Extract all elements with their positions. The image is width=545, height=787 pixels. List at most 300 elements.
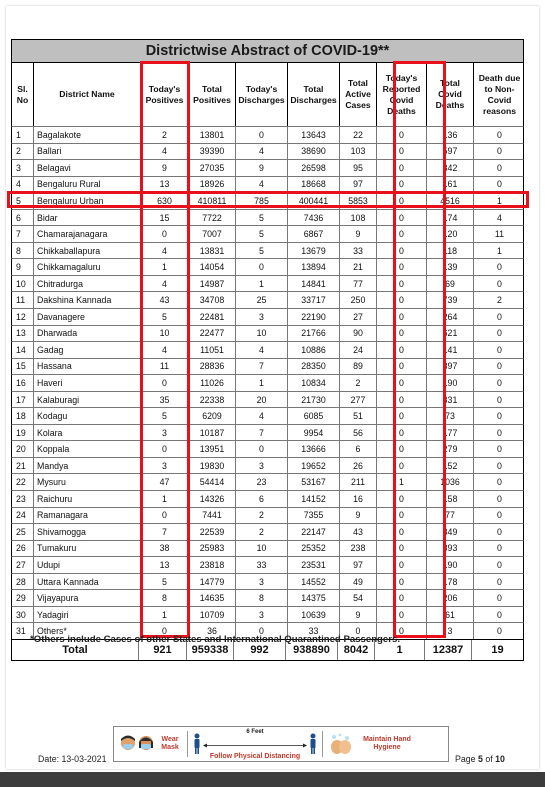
- table-row: [11, 159, 524, 176]
- row-total-positives: 36: [189, 623, 236, 639]
- row-sl-no: 10: [12, 276, 34, 292]
- row-sl-no: 2: [12, 144, 34, 160]
- row-total-discharges: 26598: [288, 160, 340, 176]
- row-todays-positives: 3: [141, 458, 189, 474]
- row-total-positives: 14779: [189, 574, 236, 590]
- row-sl-no: 13: [12, 326, 34, 342]
- row-total-discharges: 10834: [288, 375, 340, 391]
- row-todays-deaths: 0: [377, 226, 427, 242]
- row-todays-discharges: 4: [236, 144, 288, 160]
- row-sl-no: 24: [12, 508, 34, 524]
- table-row: [11, 209, 524, 226]
- row-todays-deaths: 0: [377, 441, 427, 457]
- document-date: Date: 13-03-2021: [38, 754, 107, 764]
- row-todays-discharges: 2: [236, 508, 288, 524]
- table-row: [11, 473, 524, 490]
- row-todays-positives: 10: [141, 326, 189, 342]
- header-total-positives: Total Positives: [189, 63, 236, 126]
- row-total-discharges: 33: [288, 623, 340, 639]
- table-row: [11, 143, 524, 160]
- row-total-discharges: 38690: [288, 144, 340, 160]
- row-total-deaths: 118: [427, 243, 474, 259]
- row-district-name: Chikkaballapura: [34, 243, 141, 259]
- row-todays-discharges: 25: [236, 292, 288, 308]
- row-todays-positives: 0: [141, 226, 189, 242]
- row-district-name: Ramanagara: [34, 508, 141, 524]
- row-todays-discharges: 5: [236, 243, 288, 259]
- row-todays-positives: 7: [141, 524, 189, 540]
- row-total-deaths: 139: [427, 259, 474, 275]
- row-todays-deaths: 1: [377, 474, 427, 490]
- row-total-positives: 10187: [189, 425, 236, 441]
- row-total-positives: 7441: [189, 508, 236, 524]
- row-active-cases: 26: [340, 458, 377, 474]
- row-total-deaths: 279: [427, 441, 474, 457]
- row-active-cases: 9: [340, 607, 377, 623]
- table-row: [11, 358, 524, 375]
- row-total-discharges: 23531: [288, 557, 340, 573]
- row-sl-no: 19: [12, 425, 34, 441]
- row-total-positives: 54414: [189, 474, 236, 490]
- row-district-name: Bidar: [34, 210, 141, 226]
- row-active-cases: 24: [340, 342, 377, 358]
- row-sl-no: 29: [12, 590, 34, 606]
- row-district-name: Gadag: [34, 342, 141, 358]
- row-sl-no: 12: [12, 309, 34, 325]
- row-todays-deaths: 0: [377, 508, 427, 524]
- header-non-covid-deaths: Death due to Non-Covid reasons: [478, 72, 521, 116]
- row-total-deaths: 190: [427, 375, 474, 391]
- page-current: 5: [478, 754, 483, 764]
- row-total-discharges: 21730: [288, 392, 340, 408]
- header-todays-positives: Today's Positives: [141, 63, 189, 126]
- row-total-deaths: 597: [427, 144, 474, 160]
- row-active-cases: 97: [340, 557, 377, 573]
- page-prefix: Page: [455, 754, 476, 764]
- row-total-deaths: 1036: [427, 474, 474, 490]
- row-todays-positives: 1: [141, 491, 189, 507]
- row-total-discharges: 18668: [288, 177, 340, 193]
- row-non-covid-deaths: 0: [497, 576, 502, 587]
- row-todays-positives: 2: [141, 127, 189, 143]
- row-todays-deaths: 0: [377, 458, 427, 474]
- row-todays-discharges: 0: [236, 441, 288, 457]
- row-non-covid-deaths: 1: [497, 195, 502, 206]
- row-total-deaths: 69: [427, 276, 474, 292]
- row-sl-no: 11: [12, 292, 34, 308]
- row-total-deaths: 397: [427, 359, 474, 375]
- row-todays-deaths: 0: [377, 491, 427, 507]
- row-non-covid-deaths: 2: [497, 295, 502, 306]
- hand-hygiene-label: Maintain Hand Hygiene: [363, 736, 411, 751]
- row-active-cases: 238: [340, 541, 377, 557]
- row-sl-no: 4: [12, 177, 34, 193]
- row-todays-discharges: 10: [236, 541, 288, 557]
- row-total-deaths: 178: [427, 574, 474, 590]
- row-total-discharges: 14841: [288, 276, 340, 292]
- row-total-deaths: 161: [427, 177, 474, 193]
- row-todays-discharges: 4: [236, 408, 288, 424]
- row-total-discharges: 14152: [288, 491, 340, 507]
- row-todays-discharges: 785: [236, 193, 288, 209]
- row-total-deaths: 206: [427, 590, 474, 606]
- row-sl-no: 27: [12, 557, 34, 573]
- row-todays-deaths: 0: [377, 127, 427, 143]
- row-district-name: Mysuru: [34, 474, 141, 490]
- row-active-cases: 211: [340, 474, 377, 490]
- total-todays-deaths: 1: [375, 640, 425, 660]
- row-non-covid-deaths: 0: [497, 626, 502, 637]
- table-row: [11, 424, 524, 441]
- row-todays-deaths: 0: [377, 425, 427, 441]
- table-row: [11, 540, 524, 557]
- row-non-covid-deaths: 0: [497, 377, 502, 388]
- table-body: [11, 126, 524, 639]
- row-active-cases: 95: [340, 160, 377, 176]
- physical-distancing-label: Follow Physical Distancing: [209, 752, 301, 760]
- distancing-section: [193, 727, 317, 761]
- row-district-name: Chikkamagaluru: [34, 259, 141, 275]
- row-total-discharges: 10886: [288, 342, 340, 358]
- row-total-positives: 27035: [189, 160, 236, 176]
- row-active-cases: 90: [340, 326, 377, 342]
- row-total-discharges: 13894: [288, 259, 340, 275]
- row-total-positives: 39390: [189, 144, 236, 160]
- row-total-discharges: 22147: [288, 524, 340, 540]
- row-total-deaths: 77: [427, 508, 474, 524]
- row-non-covid-deaths: 0: [497, 444, 502, 455]
- row-total-positives: 7722: [189, 210, 236, 226]
- table-row: [11, 573, 524, 590]
- row-total-discharges: 19652: [288, 458, 340, 474]
- row-todays-deaths: 0: [377, 392, 427, 408]
- row-non-covid-deaths: 0: [497, 328, 502, 339]
- row-todays-deaths: 0: [377, 259, 427, 275]
- row-total-discharges: 10639: [288, 607, 340, 623]
- row-total-discharges: 6867: [288, 226, 340, 242]
- row-non-covid-deaths: 0: [497, 278, 502, 289]
- row-total-positives: 19830: [189, 458, 236, 474]
- header-total-covid-deaths: Total Covid Deaths: [427, 63, 474, 126]
- row-todays-deaths: 0: [377, 557, 427, 573]
- row-active-cases: 97: [340, 177, 377, 193]
- row-todays-positives: 9: [141, 160, 189, 176]
- row-active-cases: 9: [340, 508, 377, 524]
- row-total-discharges: 400441: [288, 193, 340, 209]
- row-total-positives: 22539: [189, 524, 236, 540]
- total-todays-positives: 921: [139, 640, 187, 660]
- row-todays-positives: 630: [141, 193, 189, 209]
- row-total-discharges: 7355: [288, 508, 340, 524]
- row-todays-positives: 43: [141, 292, 189, 308]
- row-total-deaths: 264: [427, 309, 474, 325]
- row-active-cases: 21: [340, 259, 377, 275]
- table-title: Districtwise Abstract of COVID-19**: [11, 39, 524, 62]
- row-non-covid-deaths: 11: [494, 229, 505, 240]
- row-non-covid-deaths: 0: [497, 179, 502, 190]
- header-todays-discharges: Today's Discharges: [236, 63, 288, 126]
- row-non-covid-deaths: 0: [497, 344, 502, 355]
- total-total-discharges: 938890: [286, 640, 338, 660]
- row-todays-positives: 1: [141, 607, 189, 623]
- banner-divider: [187, 731, 188, 757]
- row-non-covid-deaths: 0: [497, 543, 502, 554]
- row-non-covid-deaths: 0: [497, 510, 502, 521]
- row-sl-no: 28: [12, 574, 34, 590]
- row-district-name: Shivamogga: [34, 524, 141, 540]
- covid-abstract-table: [11, 39, 524, 661]
- row-total-deaths: 3: [427, 623, 474, 639]
- row-active-cases: 27: [340, 309, 377, 325]
- row-todays-deaths: 0: [377, 210, 427, 226]
- row-active-cases: 250: [340, 292, 377, 308]
- table-row: [11, 341, 524, 358]
- row-non-covid-deaths: 0: [497, 427, 502, 438]
- row-todays-discharges: 10: [236, 326, 288, 342]
- row-active-cases: 108: [340, 210, 377, 226]
- row-non-covid-deaths: 0: [497, 262, 502, 273]
- row-total-positives: 13801: [189, 127, 236, 143]
- row-todays-positives: 4: [141, 276, 189, 292]
- row-todays-deaths: 0: [377, 623, 427, 639]
- row-todays-deaths: 0: [377, 193, 427, 209]
- row-non-covid-deaths: 4: [497, 212, 502, 223]
- row-non-covid-deaths: 0: [497, 311, 502, 322]
- row-non-covid-deaths: 0: [497, 411, 502, 422]
- row-todays-positives: 3: [141, 425, 189, 441]
- row-district-name: Hassana: [34, 359, 141, 375]
- row-non-covid-deaths: 0: [497, 146, 502, 157]
- row-total-discharges: 14552: [288, 574, 340, 590]
- row-sl-no: 26: [12, 541, 34, 557]
- row-todays-deaths: 0: [377, 541, 427, 557]
- row-district-name: Kolara: [34, 425, 141, 441]
- row-total-deaths: 190: [427, 557, 474, 573]
- table-row: [11, 176, 524, 193]
- row-total-deaths: 739: [427, 292, 474, 308]
- row-active-cases: 0: [340, 623, 377, 639]
- row-todays-discharges: 1: [236, 375, 288, 391]
- row-todays-discharges: 0: [236, 259, 288, 275]
- distance-arrow-icon: [203, 743, 307, 748]
- table-row: [11, 325, 524, 342]
- row-total-positives: 34708: [189, 292, 236, 308]
- row-total-positives: 23818: [189, 557, 236, 573]
- row-todays-discharges: 3: [236, 309, 288, 325]
- row-total-discharges: 33717: [288, 292, 340, 308]
- row-district-name: Haveri: [34, 375, 141, 391]
- row-district-name: Davanagere: [34, 309, 141, 325]
- row-todays-deaths: 0: [377, 309, 427, 325]
- row-active-cases: 16: [340, 491, 377, 507]
- row-total-discharges: 21766: [288, 326, 340, 342]
- row-todays-positives: 8: [141, 590, 189, 606]
- row-todays-discharges: 6: [236, 491, 288, 507]
- row-todays-discharges: 7: [236, 425, 288, 441]
- row-todays-discharges: 3: [236, 574, 288, 590]
- row-todays-positives: 0: [141, 375, 189, 391]
- row-todays-positives: 5: [141, 408, 189, 424]
- header-total-discharges: Total Discharges: [288, 63, 340, 126]
- row-total-discharges: 7436: [288, 210, 340, 226]
- viewer-bottom-bar: [0, 772, 545, 787]
- row-active-cases: 6: [340, 441, 377, 457]
- row-todays-deaths: 0: [377, 607, 427, 623]
- row-total-positives: 14987: [189, 276, 236, 292]
- row-non-covid-deaths: 0: [497, 394, 502, 405]
- row-total-positives: 25983: [189, 541, 236, 557]
- row-active-cases: 49: [340, 574, 377, 590]
- row-district-name: Dakshina Kannada: [34, 292, 141, 308]
- row-district-name: Chitradurga: [34, 276, 141, 292]
- row-district-name: Belagavi: [34, 160, 141, 176]
- table-row: [11, 126, 524, 143]
- row-todays-discharges: 2: [236, 524, 288, 540]
- row-district-name: Dharwada: [34, 326, 141, 342]
- row-active-cases: 33: [340, 243, 377, 259]
- row-total-discharges: 25352: [288, 541, 340, 557]
- row-total-deaths: 342: [427, 160, 474, 176]
- row-active-cases: 2: [340, 375, 377, 391]
- row-district-name: Tumakuru: [34, 541, 141, 557]
- table-row: [11, 440, 524, 457]
- row-active-cases: 51: [340, 408, 377, 424]
- row-total-deaths: 393: [427, 541, 474, 557]
- person-icon-right: [309, 733, 317, 755]
- row-todays-discharges: 33: [236, 557, 288, 573]
- table-row: [11, 242, 524, 259]
- wear-mask-section: [114, 727, 182, 761]
- hand-hygiene-section: [328, 727, 412, 761]
- total-todays-discharges: 992: [234, 640, 286, 660]
- row-total-deaths: 621: [427, 326, 474, 342]
- row-non-covid-deaths: 0: [497, 477, 502, 488]
- masked-face-icon-2: [138, 735, 154, 753]
- row-total-discharges: 13643: [288, 127, 340, 143]
- row-total-positives: 18926: [189, 177, 236, 193]
- table-row: [11, 308, 524, 325]
- row-todays-positives: 1: [141, 259, 189, 275]
- row-active-cases: 103: [340, 144, 377, 160]
- row-total-positives: 7007: [189, 226, 236, 242]
- row-todays-discharges: 7: [236, 359, 288, 375]
- row-total-deaths: 174: [427, 210, 474, 226]
- row-todays-discharges: 4: [236, 177, 288, 193]
- total-label: Total: [12, 640, 139, 660]
- header-district-name: District Name: [34, 63, 141, 126]
- row-total-deaths: 136: [427, 127, 474, 143]
- person-icon-left: [193, 733, 201, 755]
- row-todays-deaths: 0: [377, 292, 427, 308]
- row-todays-deaths: 0: [377, 243, 427, 259]
- row-non-covid-deaths: 0: [497, 526, 502, 537]
- row-sl-no: 15: [12, 359, 34, 375]
- row-total-positives: 13951: [189, 441, 236, 457]
- row-todays-positives: 47: [141, 474, 189, 490]
- row-district-name: Yadagiri: [34, 607, 141, 623]
- row-sl-no: 1: [12, 127, 34, 143]
- row-non-covid-deaths: 0: [497, 493, 502, 504]
- page-total: 10: [495, 754, 505, 764]
- row-total-deaths: 152: [427, 458, 474, 474]
- row-todays-positives: 0: [141, 441, 189, 457]
- row-total-deaths: 349: [427, 524, 474, 540]
- row-district-name: Bengaluru Urban: [34, 193, 141, 209]
- table-row: [11, 225, 524, 242]
- row-todays-discharges: 1: [236, 276, 288, 292]
- row-todays-positives: 4: [141, 243, 189, 259]
- row-todays-positives: 5: [141, 309, 189, 325]
- table-row: [11, 606, 524, 623]
- row-todays-deaths: 0: [377, 144, 427, 160]
- row-todays-discharges: 8: [236, 590, 288, 606]
- row-sl-no: 21: [12, 458, 34, 474]
- table-row: [11, 391, 524, 408]
- row-total-positives: 22338: [189, 392, 236, 408]
- safety-banner: [113, 726, 449, 762]
- row-sl-no: 9: [12, 259, 34, 275]
- row-district-name: Bagalakote: [34, 127, 141, 143]
- row-sl-no: 17: [12, 392, 34, 408]
- row-todays-deaths: 0: [377, 590, 427, 606]
- row-todays-discharges: 3: [236, 458, 288, 474]
- header-total-active-cases: Total Active Cases: [340, 63, 377, 126]
- row-total-deaths: 177: [427, 425, 474, 441]
- row-total-positives: 6209: [189, 408, 236, 424]
- hand-washing-icon: [328, 731, 354, 757]
- row-total-deaths: 331: [427, 392, 474, 408]
- row-total-deaths: 158: [427, 491, 474, 507]
- row-todays-discharges: 0: [236, 127, 288, 143]
- table-row: [11, 589, 524, 606]
- row-todays-deaths: 0: [377, 574, 427, 590]
- table-row: [11, 507, 524, 524]
- row-todays-deaths: 0: [377, 408, 427, 424]
- row-total-positives: 14635: [189, 590, 236, 606]
- table-row: [11, 457, 524, 474]
- row-total-positives: 11051: [189, 342, 236, 358]
- row-non-covid-deaths: 0: [497, 559, 502, 570]
- row-active-cases: 5853: [340, 193, 377, 209]
- row-district-name: Vijayapura: [34, 590, 141, 606]
- table-row: [11, 490, 524, 507]
- row-total-positives: 14326: [189, 491, 236, 507]
- row-active-cases: 54: [340, 590, 377, 606]
- row-todays-discharges: 4: [236, 342, 288, 358]
- table-row: [11, 523, 524, 540]
- row-district-name: Others*: [34, 623, 141, 639]
- row-todays-positives: 0: [141, 623, 189, 639]
- row-non-covid-deaths: 0: [497, 609, 502, 620]
- row-total-discharges: 14375: [288, 590, 340, 606]
- row-total-positives: 28836: [189, 359, 236, 375]
- row-district-name: Koppala: [34, 441, 141, 457]
- row-todays-positives: 4: [141, 342, 189, 358]
- row-total-deaths: 120: [427, 226, 474, 242]
- total-active-cases: 8042: [338, 640, 375, 660]
- row-total-deaths: 61: [427, 607, 474, 623]
- row-sl-no: 3: [12, 160, 34, 176]
- header-todays-covid-deaths: Today's Reported Covid Deaths: [377, 63, 427, 126]
- header-sl-no: Sl. No: [12, 63, 34, 126]
- row-non-covid-deaths: 0: [497, 460, 502, 471]
- row-todays-discharges: 9: [236, 160, 288, 176]
- banner-divider-2: [322, 731, 323, 757]
- row-todays-deaths: 0: [377, 524, 427, 540]
- distance-label: 6 Feet: [246, 728, 264, 735]
- row-total-discharges: 53167: [288, 474, 340, 490]
- row-active-cases: 9: [340, 226, 377, 242]
